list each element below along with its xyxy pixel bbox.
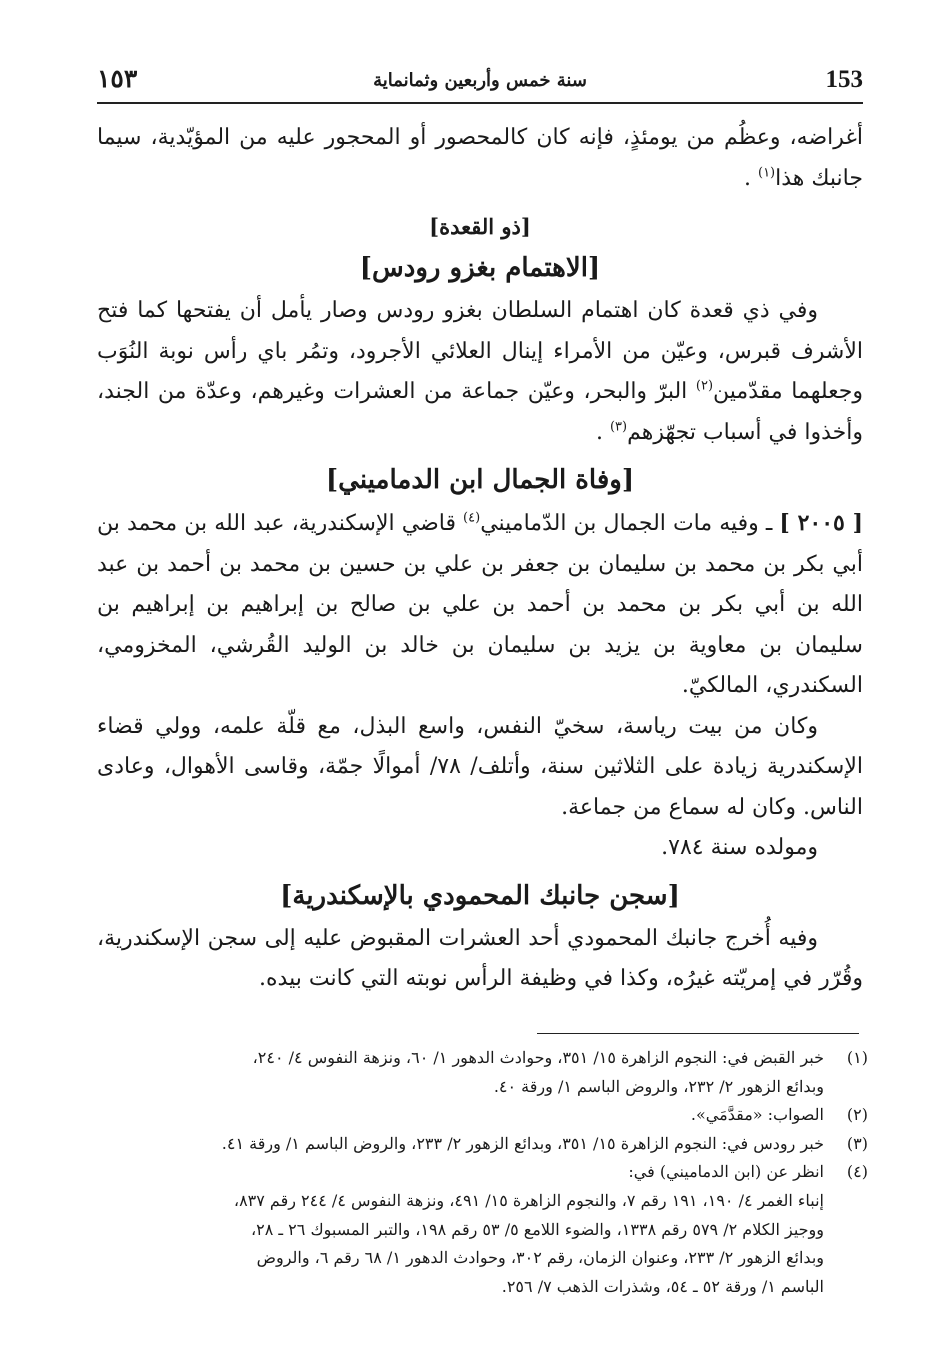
footnotes — [88, 1044, 868, 1301]
continuation-paragraph: أغراضه، وعظُم من يومئذٍ، فإنه كان كالمحصور أو المحجور عليه من المؤيّدية، سيما جانبك هذا$^{(١)}$ . — [97, 125, 863, 191]
biography-paragraph: [ ٢٠٠٥ ] ـ وفيه مات الجمال بن الدّماميني$^{(٤)}$ قاضي الإسكندرية، عبد الله بن محمد بن أبي بكر بن محمد بن سليمان بن جعفر بن علي بن حسين بن محمد بن أحمد بن عبد الله بن أبي بكر بن محمد بن أحمد بن علي بن صالح بن إبراهيم بن إبراهيم بن سليمان بن معاوية بن يزيد بن سليمان بن خالد بن الوليد القُرشي، المخزومي، السكندري، المالكيّ. — [97, 510, 863, 698]
footnote-4 — [88, 1158, 868, 1301]
birth-line: ومولده سنة ٧٨٤. — [661, 835, 818, 860]
footnote-line: ووجيز الكلام ٢/ ٥٧٩ رقم ١٣٣٨، والضوء اللامع ٥/ ٥٣ رقم ١٩٨، والتبر المسبوك ٢٦ ـ ٢٨، — [250, 1219, 824, 1239]
section-title-rhodes: [الاهتمام بغزو رودس] — [359, 253, 601, 283]
section-title-damamini: [وفاة الجمال ابن الدماميني] — [325, 465, 635, 495]
footnote-ref: (٢) — [695, 378, 714, 394]
footnote-line: خبر رودس في: النجوم الزاهرة ١٥/ ٣٥١، وبدائع الزهور ٢/ ٢٣٣، والروض الباسم ١/ ورقة ٤١. — [221, 1133, 824, 1153]
footnote-line: انظر عن (ابن الدماميني) في: — [628, 1162, 824, 1182]
footnote-3 — [88, 1130, 868, 1159]
month-heading: [ذو القعدة] — [429, 214, 531, 239]
page-number-arabic: ١٥٣ — [97, 64, 138, 93]
footnote-line: وبدائع الزهور ٢/ ٢٣٢، والروض الباسم ١/ ورقة ٤٠. — [493, 1076, 824, 1096]
biography-paragraph-2: وكان من بيت رياسة، سخيّ النفس، واسع البذل، مع قلّة علمه، وولي قضاء الإسكندرية زيادة على الثلاثين سنة، وأتلف/ ٧٨/ أموالًا جمّة، وقاسى الأهوال، وعادى الناس. وكان له سماع من جماعة. — [97, 713, 864, 820]
main-text — [97, 118, 863, 1000]
footnote-line: إنباء الغمر ٤/ ١٩٠، ١٩١ رقم ٧، والنجوم الزاهرة ١٥/ ٤٩١، ونزهة النفوس ٤/ ٢٤٤ رقم ٨٣٧، — [233, 1190, 824, 1210]
footnote-number: (١) — [846, 1048, 868, 1067]
section-title-prison: [سجن جانبك المحمودي بالإسكندرية] — [280, 880, 680, 911]
footnote-2 — [88, 1101, 868, 1130]
footnote-number: (٣) — [846, 1133, 868, 1153]
footnote-number: (٢) — [846, 1105, 868, 1125]
page-header — [97, 62, 863, 104]
prison-paragraph: وفيه أُخرج جانبك المحمودي أحد العشرات المقبوض عليه إلى سجن الإسكندرية، وقُرّر في إمريّته غيرُه، وكذا في وظيفة الرأس نوبته التي كانت بيده. — [97, 925, 863, 991]
footnote-line: خبر القبض في: النجوم الزاهرة ١٥/ ٣٥١، وحوادث الدهور ١/ ٦٠، ونزهة النفوس ٤/ ٢٤٠، — [252, 1048, 824, 1067]
footnote-ref: (٤) — [463, 510, 481, 526]
running-title: سنة خمس وأربعين وثمانماية — [373, 70, 587, 91]
rhodes-paragraph: وفي ذي قعدة كان اهتمام السلطان بغزو رودس وصار يأمل أن يفتحها كما فتح الأشرف قبرس، وعيّن من الأمراء إينال العلائي الأجرود، وتمُر باي رأس نوبة النُوَب وجعلهما مقدّمين$^{(٢)}$ البرّ والبحر، وعيّن جماعة من العشرات وغيرهم، وعدّة من الجند، وأخذوا في أسباب تجهّزهم$^{(٣)}$ . — [97, 298, 863, 445]
footnote-line: الصواب: «مقدَّمَي». — [690, 1105, 824, 1125]
footnote-ref: (٣) — [609, 419, 628, 435]
entry-number: [ ٢٠٠٥ ] — [779, 510, 863, 536]
footnote-ref: (١) — [757, 165, 776, 181]
footnote-divider — [537, 1033, 859, 1034]
footnote-1 — [88, 1044, 868, 1101]
page-number-latin: 153 — [825, 66, 863, 93]
footnote-number: (٤) — [846, 1162, 868, 1182]
footnote-line: الباسم ١/ ورقة ٥٢ ـ ٥٤، وشذرات الذهب ٧/ ٢٥٦. — [501, 1276, 824, 1296]
footnote-line: وبدائع الزهور ٢/ ٢٣٣، وعنوان الزمان، رقم ٣٠٢، وحوادث الدهور ١/ ٦٨ رقم ٦، والروض — [256, 1248, 824, 1268]
